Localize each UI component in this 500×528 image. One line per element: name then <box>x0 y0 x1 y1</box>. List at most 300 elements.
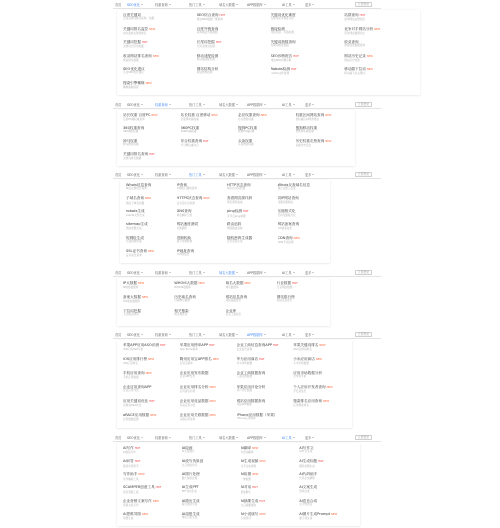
tool-item[interactable] <box>197 40 271 54</box>
nav-divider <box>113 276 381 277</box>
tool-item[interactable] <box>278 222 329 235</box>
nav-tab-label: 更多 <box>305 103 312 107</box>
nav-tab-3[interactable] <box>219 2 238 7</box>
nav-tab-5[interactable] <box>282 102 295 107</box>
tool-description: 多引擎权重综合 <box>180 144 199 148</box>
chevron-down-icon <box>264 4 266 5</box>
top-nav <box>0 100 500 108</box>
tool-item[interactable] <box>293 399 350 413</box>
chevron-down-icon <box>264 437 266 438</box>
tool-item[interactable] <box>181 139 239 152</box>
tool-item[interactable] <box>123 371 180 385</box>
tool-grid <box>123 13 418 94</box>
nav-tab-1[interactable] <box>155 102 171 107</box>
tool-description: 移动端适配检测 <box>196 57 215 61</box>
tool-item[interactable] <box>123 113 181 126</box>
tool-item[interactable] <box>123 295 174 309</box>
tool-item[interactable] <box>123 485 182 498</box>
nav-tab-label: 热门工具 <box>189 271 202 275</box>
tool-title-text: 网站信息查询 <box>225 295 248 299</box>
tool-item[interactable] <box>126 249 177 262</box>
nav-tab-0[interactable] <box>127 435 143 440</box>
tool-description: 简历智能生成 <box>181 503 198 507</box>
nav-tab-label: 更多 <box>305 333 312 337</box>
tool-item[interactable] <box>126 196 177 209</box>
tool-item[interactable] <box>299 512 358 525</box>
tool-description: 必应搜索权重 <box>238 118 254 122</box>
tool-item[interactable] <box>226 295 277 309</box>
status-badge: NEW <box>366 68 373 71</box>
nav-tab-3[interactable] <box>219 435 238 440</box>
nav-home[interactable]: 首页 <box>115 333 122 337</box>
nav-tab-6[interactable] <box>305 270 314 275</box>
tool-item[interactable] <box>180 399 237 413</box>
tool-item[interactable] <box>180 371 237 385</box>
chevron-down-icon <box>264 174 266 175</box>
nav-tab-label: AI工具 <box>282 3 292 7</box>
tool-item[interactable] <box>177 196 228 209</box>
tool-item[interactable] <box>299 459 358 472</box>
nav-tab-5[interactable] <box>282 435 295 440</box>
tool-description: 网页状态码检测 <box>227 187 246 191</box>
tool-item[interactable] <box>227 236 278 249</box>
tool-item[interactable] <box>241 472 300 485</box>
tool-item[interactable] <box>123 472 182 485</box>
tool-item[interactable] <box>241 512 300 525</box>
tool-item[interactable] <box>126 209 177 222</box>
tool-item[interactable] <box>227 222 278 235</box>
tool-item[interactable] <box>180 357 237 371</box>
nav-home[interactable]: 首页 <box>115 436 122 440</box>
nav-tab-5[interactable] <box>282 172 295 177</box>
chevron-down-icon <box>236 4 238 5</box>
nav-tab-1[interactable] <box>155 2 171 7</box>
status-badge: HOT <box>219 14 226 17</box>
chevron-down-icon <box>169 334 171 335</box>
tool-title-text: AI生成PPT <box>181 485 199 490</box>
status-badge: NEW <box>293 236 300 240</box>
status-badge: NEW <box>325 114 332 117</box>
tool-item[interactable] <box>123 459 182 472</box>
nav-home[interactable]: 首页 <box>115 103 122 107</box>
tool-item[interactable] <box>182 472 241 485</box>
nav-divider <box>113 8 381 9</box>
status-badge: NEW <box>315 358 322 361</box>
tool-item[interactable] <box>197 54 271 68</box>
nav-divider <box>113 108 381 109</box>
status-badge: HOT <box>149 153 155 156</box>
tool-title-text: DNS查询 <box>176 209 192 214</box>
nav-tab-3[interactable] <box>219 270 238 275</box>
nav-tab-label: 权重查询 <box>155 3 168 7</box>
tool-title-text: 短网址生成 <box>126 235 144 240</box>
tool-description: 网站地图生成 <box>126 226 142 230</box>
tool-title-text: 网站速度测试 <box>176 222 199 227</box>
nav-tab-5[interactable] <box>282 2 295 7</box>
tool-description: 提示词生成 <box>299 517 313 521</box>
tool-item[interactable] <box>237 385 294 399</box>
nav-tab-label: 权重查询 <box>155 333 168 337</box>
tool-item[interactable] <box>182 446 241 459</box>
status-badge: NEW <box>209 386 216 389</box>
tool-title-text: Robots检测 <box>270 67 290 71</box>
tool-title-text: 同IP网站查询 <box>277 196 299 201</box>
tool-title-text: 网站排行榜 <box>276 295 295 299</box>
tool-item[interactable] <box>237 399 294 413</box>
tool-description: 关键词长尾词挖掘 <box>123 45 144 49</box>
tool-item[interactable] <box>180 413 237 427</box>
tool-item[interactable] <box>123 357 180 371</box>
tool-description: 域名数据库 <box>225 286 239 290</box>
nav-divider <box>113 178 381 179</box>
status-badge: HOT <box>273 344 279 347</box>
tool-item[interactable] <box>344 67 418 81</box>
nav-tab-1[interactable] <box>155 270 171 275</box>
tool-title-text: AI周报生成 <box>181 511 200 516</box>
tool-item[interactable] <box>174 309 225 323</box>
tool-description: 移动端下拉关键词 <box>344 72 365 76</box>
nav-tab-6[interactable] <box>305 172 314 177</box>
nav-tab-0[interactable] <box>127 172 143 177</box>
nav-tab-5[interactable] <box>282 332 295 337</box>
tool-item[interactable] <box>123 40 197 54</box>
tool-description: CDN节点检测 <box>277 241 294 245</box>
tool-item[interactable] <box>299 499 358 512</box>
tool-item[interactable] <box>344 54 418 68</box>
tool-item[interactable] <box>123 343 180 357</box>
tool-description: 网站死链、坏链检测 <box>270 30 294 34</box>
nav-home[interactable]: 首页 <box>115 3 122 7</box>
nav-tab-label: AI工具 <box>282 271 292 275</box>
tool-item[interactable] <box>299 446 358 459</box>
tool-item[interactable] <box>126 222 177 235</box>
tool-title-text: 神马权重 <box>123 139 138 143</box>
tool-item[interactable] <box>227 196 278 209</box>
tool-item[interactable] <box>123 126 181 139</box>
tool-item[interactable] <box>123 309 174 323</box>
tool-item[interactable] <box>182 512 241 525</box>
tool-item[interactable] <box>238 126 296 139</box>
tool-item[interactable] <box>182 485 241 498</box>
tool-item[interactable] <box>123 281 174 295</box>
nav-tab-2[interactable] <box>189 332 205 337</box>
tool-item[interactable] <box>182 459 241 472</box>
nav-tab-1[interactable] <box>155 332 171 337</box>
tool-item[interactable] <box>182 499 241 512</box>
chevron-down-icon <box>312 174 314 175</box>
nav-home[interactable]: 首页 <box>115 271 122 275</box>
nav-tab-0[interactable] <box>127 332 143 337</box>
nav-tab-4[interactable] <box>247 435 266 440</box>
tool-item[interactable] <box>180 343 237 357</box>
login-button[interactable]: 立即登录 <box>355 270 372 275</box>
tool-item[interactable] <box>237 357 294 371</box>
nav-divider <box>113 338 381 339</box>
tool-description: 数字进制转换 <box>176 240 193 244</box>
tool-item[interactable] <box>237 413 294 427</box>
chevron-down-icon <box>141 174 143 175</box>
nav-tab-0[interactable] <box>127 102 143 107</box>
tool-title-text: iOS应用排行榜 <box>123 357 148 361</box>
tool-item[interactable] <box>123 54 197 68</box>
tool-item[interactable] <box>123 81 197 95</box>
tool-item[interactable] <box>344 40 418 54</box>
tool-description: ASO关键词排名 <box>293 348 312 352</box>
tool-description: 文章智能改写 <box>181 463 198 467</box>
tool-item[interactable] <box>238 139 296 152</box>
tool-item[interactable] <box>271 67 345 81</box>
tool-description: 网站基础信息 <box>225 299 242 303</box>
tool-item[interactable] <box>123 27 197 41</box>
menu-screenshot-2 <box>0 170 500 265</box>
tool-item[interactable] <box>126 236 177 249</box>
tool-item[interactable] <box>174 281 225 295</box>
tool-title-text: 苹果APP应用ASO评测 <box>123 343 159 347</box>
login-button[interactable]: 立即登录 <box>355 102 372 107</box>
tool-item[interactable] <box>181 113 239 126</box>
tool-item[interactable] <box>227 209 278 222</box>
status-badge: NEW <box>151 114 158 117</box>
chevron-down-icon <box>293 174 295 175</box>
tool-item[interactable] <box>177 209 228 222</box>
tool-title-text: 站群查询 <box>344 13 359 17</box>
nav-tab-4[interactable] <box>247 270 266 275</box>
tool-title-text: aRACE应用数据 <box>123 413 150 417</box>
status-badge: NEW <box>374 27 381 31</box>
tool-item[interactable] <box>123 385 180 399</box>
tool-item[interactable] <box>278 196 329 209</box>
status-badge: NEW <box>138 473 145 477</box>
nav-tab-label: SEO优化 <box>127 436 140 440</box>
tool-item[interactable] <box>271 54 345 68</box>
tool-item[interactable] <box>123 152 181 165</box>
nav-tab-label: 热门工具 <box>189 103 202 107</box>
tool-item[interactable] <box>241 485 300 498</box>
nav-home[interactable]: 首页 <box>115 173 122 177</box>
nav-tab-6[interactable] <box>305 102 314 107</box>
nav-tab-0[interactable] <box>127 270 143 275</box>
tool-item[interactable] <box>299 472 358 485</box>
tool-description: 搜狗移动端权重 <box>295 130 314 134</box>
dropdown-panel <box>117 10 420 95</box>
nav-tab-3[interactable] <box>219 332 238 337</box>
tool-item[interactable] <box>277 281 328 295</box>
tool-title-text: AI改写伪原创 <box>181 459 204 464</box>
tool-title-text: HTTP状态查询 <box>227 183 251 187</box>
status-badge: HOT <box>359 14 366 17</box>
tool-item[interactable] <box>180 385 237 399</box>
tool-item[interactable] <box>177 183 228 196</box>
tool-item[interactable] <box>126 183 177 196</box>
tool-description: 相关搜索词 <box>174 313 188 317</box>
tool-item[interactable] <box>226 309 277 323</box>
nav-tab-2[interactable] <box>189 172 205 177</box>
tool-grid <box>123 446 358 525</box>
tool-description: 用户评论数据 <box>236 389 253 393</box>
tool-description: IP地址归属地查询 <box>176 187 197 191</box>
tool-item[interactable] <box>177 236 228 249</box>
nav-tab-4[interactable] <box>247 102 266 107</box>
status-badge: NEW <box>148 358 155 361</box>
tool-item[interactable] <box>177 222 228 235</box>
tool-title-text: Whois反查域名信息 <box>277 183 310 187</box>
tool-title-text: 链接检测 <box>270 26 285 31</box>
tool-item[interactable] <box>237 343 294 357</box>
tool-item[interactable] <box>278 236 329 249</box>
tool-item[interactable] <box>197 13 271 27</box>
tool-title-text: 网站结构分析 <box>196 67 219 71</box>
tool-item[interactable] <box>344 27 418 41</box>
tool-item[interactable] <box>123 139 181 152</box>
nav-tab-label: AI工具 <box>282 333 292 337</box>
tool-item[interactable] <box>238 113 296 126</box>
tool-title-text: 行业数据 <box>276 281 292 285</box>
tool-title-text: 搜狗PC权重 <box>238 126 258 130</box>
status-badge: NEW <box>212 358 219 361</box>
nav-tab-1[interactable] <box>155 435 171 440</box>
tool-title-text: 搜索引擎蜘蛛 <box>123 80 145 85</box>
tool-item[interactable] <box>278 183 329 196</box>
tool-item[interactable] <box>181 126 239 139</box>
tool-item[interactable] <box>123 512 182 525</box>
tool-item[interactable] <box>296 139 354 152</box>
nav-tab-4[interactable] <box>247 2 266 7</box>
tool-item[interactable] <box>296 126 354 139</box>
nav-tab-label: SEO优化 <box>127 271 140 275</box>
tool-title-text: AI图片生成Prompt <box>299 511 331 516</box>
nav-tab-label: 域名大数据 <box>219 103 235 107</box>
tool-title-text: SEO诊断报告 <box>270 53 293 58</box>
nav-tab-1[interactable] <box>155 172 171 177</box>
tool-title-text: 企业应用竞品数据 <box>179 399 209 403</box>
chevron-down-icon <box>236 174 238 175</box>
tool-item[interactable] <box>237 371 294 385</box>
tool-title-text: 企业工商数据查询 <box>236 371 266 375</box>
tool-title-text: ping检测 <box>227 209 243 214</box>
tool-title-text: AI翻译 <box>240 446 252 450</box>
login-button[interactable]: 立即登录 <box>355 435 372 440</box>
nav-tab-4[interactable] <box>247 172 266 177</box>
tool-item[interactable] <box>123 499 182 512</box>
tool-item[interactable] <box>123 399 180 413</box>
tool-description: 按权重区间筛选网站 <box>295 118 319 122</box>
tool-description: 网站SEO问题诊断 <box>270 58 292 62</box>
tool-item[interactable] <box>293 385 350 399</box>
nav-tab-4[interactable] <box>247 332 266 337</box>
tool-title-text: 企业应用关联数据 <box>179 413 209 417</box>
tool-title-text: 综合权重查询 <box>180 139 203 143</box>
tool-description: 手机应用数据 <box>123 376 139 380</box>
tool-item[interactable] <box>123 446 182 459</box>
tool-title-text: IP查询 <box>176 183 187 187</box>
nav-tab-3[interactable] <box>219 102 238 107</box>
chevron-down-icon <box>203 334 205 335</box>
tool-item[interactable] <box>241 499 300 512</box>
status-badge: HOT <box>259 358 265 361</box>
nav-tab-label: 权重查询 <box>155 436 168 440</box>
status-badge: NEW <box>141 512 149 516</box>
nav-tab-0[interactable] <box>127 2 143 7</box>
tool-description: 关键词ASO优化 <box>123 404 142 408</box>
tool-item[interactable] <box>271 13 345 27</box>
tool-description: 搜狗PC端权重 <box>238 130 255 134</box>
nav-tab-5[interactable] <box>282 270 295 275</box>
tool-item[interactable] <box>277 295 328 309</box>
status-badge: NEW <box>203 197 210 201</box>
login-button[interactable]: 立即登录 <box>355 2 372 7</box>
tool-title-text: 备案大数据 <box>123 295 141 299</box>
tool-item[interactable] <box>271 27 345 41</box>
menu-screenshot-4 <box>0 330 500 430</box>
tool-item[interactable] <box>241 459 300 472</box>
tool-item[interactable] <box>293 357 350 371</box>
tool-item[interactable] <box>123 67 197 81</box>
tool-item[interactable] <box>226 281 277 295</box>
tool-item[interactable] <box>177 249 228 262</box>
status-badge: NEW <box>252 473 259 477</box>
nav-tab-label: 更多 <box>305 173 312 177</box>
tool-item[interactable] <box>174 295 225 309</box>
nav-tab-6[interactable] <box>305 332 314 337</box>
status-badge: HOT <box>215 41 222 44</box>
tool-item[interactable] <box>296 113 354 126</box>
tool-title-text: 搜索排名应用查询 <box>293 399 322 403</box>
tool-description: 导图生成 <box>123 517 134 521</box>
nav-tab-2[interactable] <box>189 270 205 275</box>
tool-item[interactable] <box>123 13 197 27</box>
tool-title-text: 企业营销文案写作 <box>123 498 152 503</box>
tool-title-text: AI简历生成 <box>181 498 200 503</box>
tool-title-text: 网站历史记录 <box>344 53 366 58</box>
chevron-down-icon <box>169 437 171 438</box>
login-button[interactable]: 立即登录 <box>355 172 372 177</box>
tool-description: PPT自动生成 <box>181 489 197 493</box>
tool-description: 华为市场数据 <box>236 362 253 366</box>
tool-title-text: AI思维导图 <box>123 511 141 516</box>
tool-description: 查询网站外链数据 <box>196 30 218 34</box>
nav-tab-6[interactable] <box>305 2 314 7</box>
tool-item[interactable] <box>123 413 180 427</box>
tool-description: 关键词排名数据 <box>123 157 142 161</box>
status-badge: NEW <box>252 447 259 450</box>
nav-tab-label: 域名大数据 <box>219 3 235 7</box>
tool-item[interactable] <box>278 209 329 222</box>
tool-item[interactable] <box>299 485 358 498</box>
login-button[interactable]: 立即登录 <box>355 332 372 337</box>
nav-tab-2[interactable] <box>189 435 205 440</box>
menu-screenshot-0 <box>0 0 500 97</box>
tool-description: 关联应用查询 <box>179 418 196 422</box>
nav-tab-2[interactable] <box>189 102 205 107</box>
tool-description: 百度移动端权重 <box>180 118 199 122</box>
tool-item[interactable] <box>293 343 350 357</box>
tool-item[interactable] <box>197 67 271 81</box>
tool-item[interactable] <box>344 13 418 27</box>
tool-item[interactable] <box>197 27 271 41</box>
tool-item[interactable] <box>271 40 345 54</box>
nav-tab-label: SEO优化 <box>127 3 140 7</box>
tool-description: 通过注册人反查 <box>277 187 296 191</box>
tool-title-text: 360PC权重 <box>180 126 200 130</box>
tool-description: IP详细信息 <box>176 253 190 257</box>
nav-tab-2[interactable] <box>189 2 205 7</box>
tool-title-text: 域名大数据 <box>225 281 244 285</box>
tool-item[interactable] <box>293 371 350 385</box>
tool-item[interactable] <box>227 183 278 196</box>
tool-item[interactable] <box>241 446 300 459</box>
nav-tab-6[interactable] <box>305 435 314 440</box>
nav-tab-3[interactable] <box>219 172 238 177</box>
